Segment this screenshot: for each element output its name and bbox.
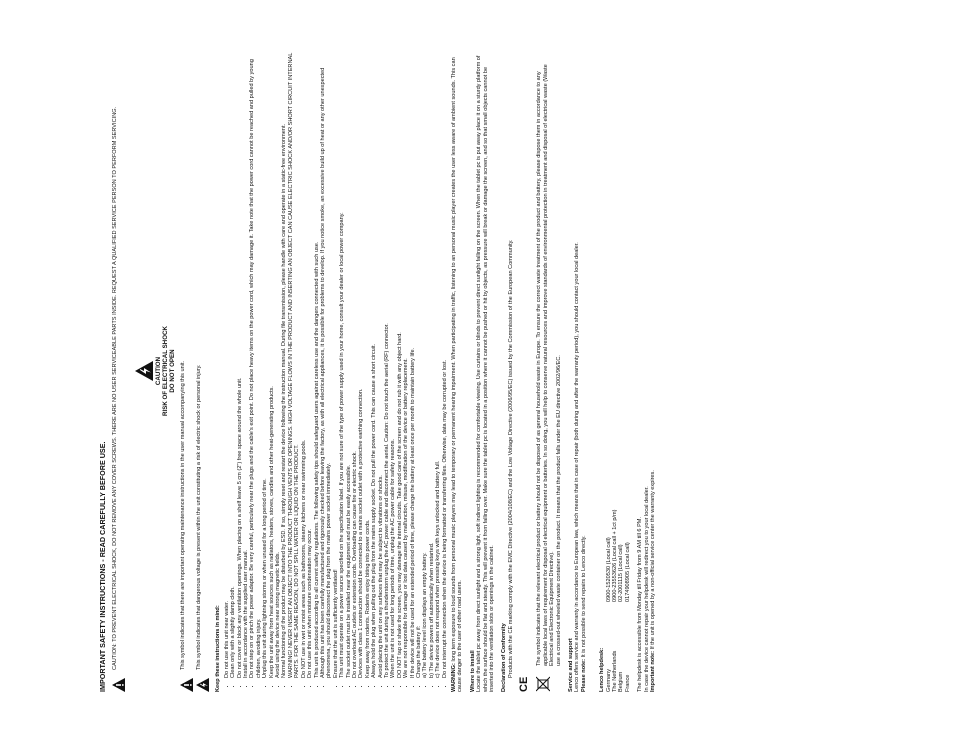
list-item: • Do not use this unit when moisture condensation may occur.	[307, 50, 313, 678]
intro-caution-row	[112, 50, 125, 692]
service-heading: Service and support	[567, 638, 574, 692]
lightning-triangle-icon	[135, 361, 153, 381]
warning-triangle-icon	[112, 678, 125, 692]
list-item: • This unit must operate on a power source specified on the specification label. If you are not sure of the type of power supply used in your home, consult your dealer or local power company.	[339, 50, 345, 678]
helpdesk-redirect: In case the device cannot repair your helpdesk will redirect you to your local dealer.	[643, 486, 650, 692]
list-item: • Do not cover or block any ventilation openings. When placing on a shelf leave 5 cm (2") free space around the whole unit.	[237, 50, 243, 678]
caution-line-3: DO NOT OPEN	[169, 349, 177, 393]
page-title: IMPORTANT SAFETY INSTRUCTIONS - READ CAREFULLY BEFORE USE.	[98, 441, 107, 692]
intro-caution-text: CAUTION: TO PREVENT ELECTRICAL SHOCK, DO NOT REMOVE ANY COVER SCREWS. THERE ARE NO USER SERVICEABLE PARTS INSIDE. REQUEST A QUALIFIED SERVICE PERSON TO PERFORM SERVICING.	[112, 106, 119, 670]
list-item: • Charge the battery if:	[416, 50, 422, 678]
symbol-note-row-2	[196, 50, 209, 692]
list-item: • Avoid placing the unit on any surfaces that may be subject to vibrations or shocks.	[378, 50, 384, 678]
conformity-text: Products with the CE marking comply with the EMC Directive (2004/108/EC) and the Low Voltage Directive (2006/95/EC) issued by the Commission of the European Community.	[507, 239, 514, 678]
list-item: • Devices with class 1 construction should be connected to a mains socket outlet with a protective earthing connection.	[358, 50, 364, 678]
list-item: • Do not overload AC outlets or extension cords. Overloading can cause fire or electric shock.	[352, 50, 358, 678]
caution-line-1: CAUTION	[155, 356, 163, 386]
list-item: • Do not interrupt the connection when the device is being formatted or transferring files. Otherwise, data may be corrupted or lost.	[442, 50, 448, 678]
helpdesk-country: Belgium	[618, 671, 625, 692]
list-item: • a) The battery level icon displays an empty battery.	[422, 50, 428, 678]
list-item: • Clean only with a slightly damp cloth.	[230, 50, 236, 678]
helpdesk-country: The Netherlands	[611, 650, 618, 692]
helpdesk-number: 0900-23553626 (Local call + 1ct p/m)	[611, 509, 618, 602]
list-item: • This unit is produced according to all current safety regulations. The following safety tips should safeguard users against careless use and the dangers connected with such use.	[314, 50, 320, 678]
important-note-paragraph	[650, 50, 656, 692]
helpdesk-table	[606, 50, 632, 692]
list-item: • Unplug this unit during lightning storms or when unused for a long period of time.	[262, 50, 268, 678]
list-item: • Always hold the plug when pulling out the plug from the mains supply socket. Do not pull the power cord. This can cause a short circuit.	[371, 50, 377, 678]
list-item: • DO NOT tap or shake the screen, you may damage the internal circuits. Take good care of the screen and do not rub it with any object hard.	[397, 50, 403, 678]
important-note-label: Important note:	[649, 650, 656, 692]
list-item: • Do not step on or pinch the power adaptor. Be very careful, particularly near the plugs and the cable's exit point. Do not place heavy items on the power cord, which may damage it. Take note that the power cord cannot be reached and pulled by young children, avoiding injury.	[249, 50, 262, 678]
symbol-note-text-1: This symbol indicates that there are important operating maintenance instructions in the user manual accompanying this unit.	[180, 360, 187, 670]
keep-instructions-heading: Keep these instructions in mind:	[215, 605, 222, 692]
helpdesk-country: Germany	[605, 668, 612, 692]
weee-text: The symbol indicates that the relevant electrical product or battery should not be disposed of as general household waste in Europe. To ensure the correct waste treatment of the product and battery, please dispose them in accordance to any applicable local laws of requirement for disposal of electrical equipment or batteries. In so doing, you will help to conserve natural resources and improve standards of environmental protection in treatment and disposal of electrical waste (Waste Electrical and Electronic Equipment Directive).	[536, 64, 556, 666]
list-item: • Although this unit has been carefully manufactured and rigorously checked before leaving the factory, as with all electrical appliances, it is possible for problems to develop. If you notice smoke, an excessive build up of heat or any other unexpected phenomena, you should disconnect the plug from the mains power socket immediately.	[320, 50, 333, 678]
list-item: • When the unit is not used for long periods of time, unplug the AC power cable for safety reasons.	[390, 50, 396, 678]
please-note-text: It is not possible to send repairs to Lenco directly.	[580, 535, 587, 658]
list-item: • The socket outlet must be installed near the equipment and must be easily accessible.	[346, 50, 352, 678]
list-item: • c) The device does not respond when pressing keys with keys unlocked and battery full.	[435, 50, 441, 678]
symbol-note-row-1	[180, 50, 193, 692]
where-to-install-heading: Where to install	[469, 650, 476, 692]
symbol-note-text-2: This symbol indicates that dangerous voltage is present within the unit constituting a risk of electric shock or personal injury.	[196, 364, 203, 670]
helpdesk-number: 0174908905 (Local call)	[624, 542, 631, 602]
list-item: • To protect the unit during a thunderstorm unplug the AC power cable and disconnect the aerial. Caution: Do not touch the aerial (RF) connector.	[384, 50, 390, 678]
crossed-bin-icon	[536, 676, 550, 692]
please-note-label: Please note:	[580, 659, 587, 692]
list-item: • Keep the unit away from heat sources such as radiators, heaters, stoves, candles and other heat-generating products.	[269, 50, 275, 678]
lightning-triangle-icon	[196, 678, 209, 692]
warning-text: long term exposure to loud sounds from personal music players may lead to temporary or permanent hearing impairment. When participating in traffic, listening to an personal music player creates the user less aware of ambient sounds. This can cause danger to the user of other road users.	[451, 57, 464, 692]
where-to-install-text: Locate the tablet pc away from direct sunlight and a strong light, soft indirect lighting is recommended for comfortable viewing. Use curtains or blinds to prevent direct sunlight falling on the screen. When the tablet pc is put away place it on a sturdy platform of which the surface should be flat and steady. This will prevent it from falling over. Make sure the tablet pc is located in a position where it cannot be pushed or hit by objects, as pressure will break or damage the screen, and so that small objects cannot be inserted into the ventilation slots or openings in the cabinet.	[476, 55, 496, 692]
helpdesk-number: 02-2001115 (Local call)	[618, 544, 625, 602]
ce-row	[518, 50, 532, 692]
warning-paragraph	[451, 50, 464, 692]
list-item: • Keep away from rodents. Rodents enjoy biting into power cords.	[365, 50, 371, 678]
ce-mark-icon: CE	[518, 676, 531, 692]
helpdesk-country: France	[624, 674, 631, 692]
caution-block	[135, 50, 176, 692]
important-note-text: If the unit is opened by a non-official service center the warranty expires.	[649, 470, 656, 650]
warning-label: WARNING:	[451, 663, 458, 692]
instructions-list	[224, 50, 448, 692]
helpdesk-number: 0900-1520530 (Local call)	[605, 537, 612, 602]
list-item: • Do not use this unit near water.	[224, 50, 230, 678]
weee-row	[536, 50, 555, 692]
list-item: • Ensure that the unit is sufficiently ventilated!	[333, 50, 339, 678]
list-item: • If the device will not be used for an extended period of time, please charge the battery at least once per month to maintain battery life.	[410, 50, 416, 678]
list-item: • Avoid using the device near strong magnetic fields.	[275, 50, 281, 678]
list-item: • We are not responsible for damage or lost data caused by malfunction, misuse, modification of the device or battery replacement.	[403, 50, 409, 678]
exclamation-triangle-icon	[180, 678, 193, 692]
list-item: • Normal functioning of the product may be disturbed by ESD. If so, simply reset and restart the device following the instruction manual. During file transmission, please handle with care and operate in a static-free environment.	[281, 50, 287, 678]
conformity-heading: Declaration of Conformity	[501, 623, 508, 692]
caution-line-2: RISK OF ELECTRICAL SHOCK	[162, 326, 170, 416]
list-item: • Install in accordance with the supplied user manual.	[243, 50, 249, 678]
weee-bin-note: use a crossed-out wheeled waste container on the product. It means that the product falls under the EU directive 2002/96/EC.	[555, 355, 562, 666]
helpdesk-hours: The helpdesk is accessible from Monday till Friday from 9 AM till 6 PM.	[637, 516, 644, 692]
helpdesk-heading: Lenco helpdesk:	[599, 647, 606, 692]
list-item: • b) The device powers off automatically when restarted.	[429, 50, 435, 678]
list-item: • Do NOT use in wet or moist areas such as bathrooms, steamy kitchens or near swimming pools.	[301, 50, 307, 678]
list-item: • WARNING! NEVER INSERT AN OBJECT INTO THE PRODUCT THROUGH VENTS OR OPENINGS. HIGH VOLTAGE FLOWS IN THE PRODUCT AND INSERTING AN OBJECT CAN CAUSE ELECTRIC SHOCK AND/OR SHORT CIRCUIT INTERNAL PARTS. FOR THE SAME REASON, DO NOT SPILL WATER OR LIQUID ON THE PRODUCT.	[288, 50, 301, 678]
service-text: Lenco offers service and warranty in accordance to European law, which means that in case of repair (both during and after the warranty period), you should contact your local dealer.	[574, 242, 581, 692]
